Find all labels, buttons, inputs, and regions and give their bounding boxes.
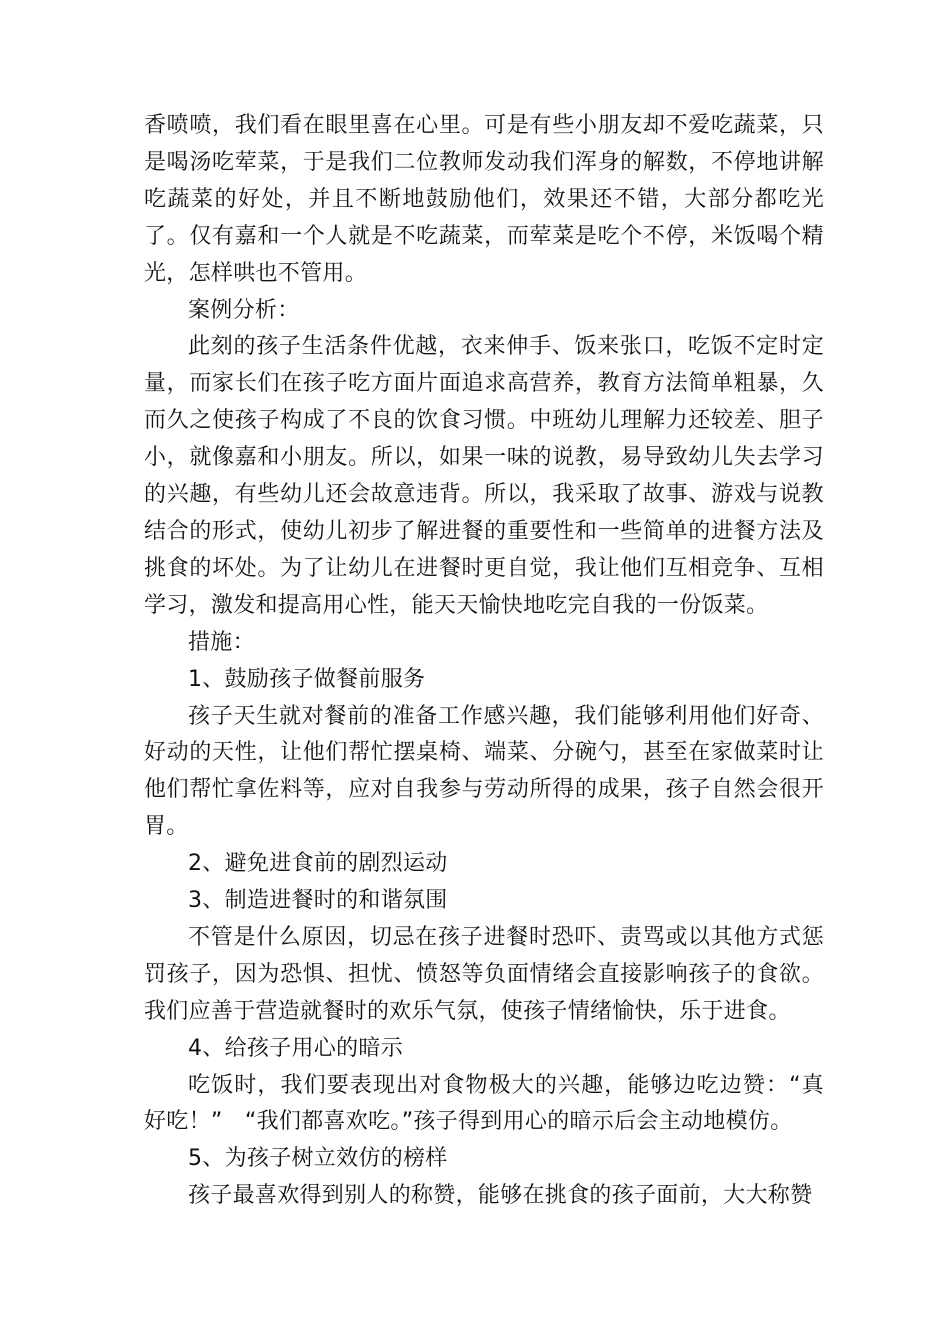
paragraph-continuation: 香喷喷，我们看在眼里喜在心里。可是有些小朋友却不爱吃蔬菜，只是喝汤吃荤菜，于是我们二位教师发动我们浑身的解数，不停地讲解吃蔬菜的好处，并且不断地鼓励他们，效果还不错，大部分都吃光了。仅有嘉和一个人就是不吃蔬菜，而荤菜是吃个不停，米饭喝个精光，怎样哄也不管用。: [144, 113, 824, 286]
paragraph-analysis: 此刻的孩子生活条件优越，衣来伸手、饭来张口，吃饭不定时定量，而家长们在孩子吃方面片面追求高营养，教育方法简单粗暴，久而久之使孩子构成了不良的饮食习惯。中班幼儿理解力还较差、胆子小，就像嘉和小朋友。所以，如果一味的说教，易导致幼儿失去学习的兴趣，有些幼儿还会故意违背。所以，我采取了故事、游戏与说教结合的形式，使幼儿初步了解进餐的重要性和一些简单的进餐方法及挑食的坏处。为了让幼儿在进餐时更自觉，我让他们互相竞争、互相学习，激发和提高用心性，能天天愉快地吃完自我的一份饭菜。: [144, 334, 824, 618]
measure-5-body: 孩子最喜欢得到别人的称赞，能够在挑食的孩子面前，大大称赞: [188, 1183, 813, 1209]
heading-case-analysis: 案例分析：: [188, 297, 300, 323]
measure-1-body: 孩子天生就对餐前的准备工作感兴趣，我们能够利用他们好奇、好动的天性，让他们帮忙摆桌椅、端菜、分碗勺，甚至在家做菜时让他们帮忙拿佐料等，应对自我参与劳动所得的成果，孩子自然会很开胃。: [144, 703, 824, 840]
measure-4-body: 吃饭时，我们要表现出对食物极大的兴趣，能够边吃边赞：“真好吃！” “我们都喜欢吃。”孩子得到用心的暗示后会主动地模仿。: [144, 1072, 824, 1135]
measure-3-body: 不管是什么原因，切忌在孩子进餐时恐吓、责骂或以其他方式惩罚孩子，因为恐惧、担忧、愤怒等负面情绪会直接影响孩子的食欲。我们应善于营造就餐时的欢乐气氛，使孩子情绪愉快，乐于进食。: [144, 924, 824, 1024]
document-body: [144, 108, 824, 1215]
heading-measures: 措施：: [188, 629, 255, 655]
measure-4-title: 4、给孩子用心的暗示: [188, 1035, 403, 1061]
measure-1-title: 1、鼓励孩子做餐前服务: [188, 666, 426, 692]
measure-5-title: 5、为孩子树立效仿的榜样: [188, 1146, 448, 1172]
measure-3-title: 3、制造进餐时的和谐氛围: [188, 888, 448, 914]
measure-2-title: 2、避免进食前的剧烈运动: [188, 851, 448, 877]
